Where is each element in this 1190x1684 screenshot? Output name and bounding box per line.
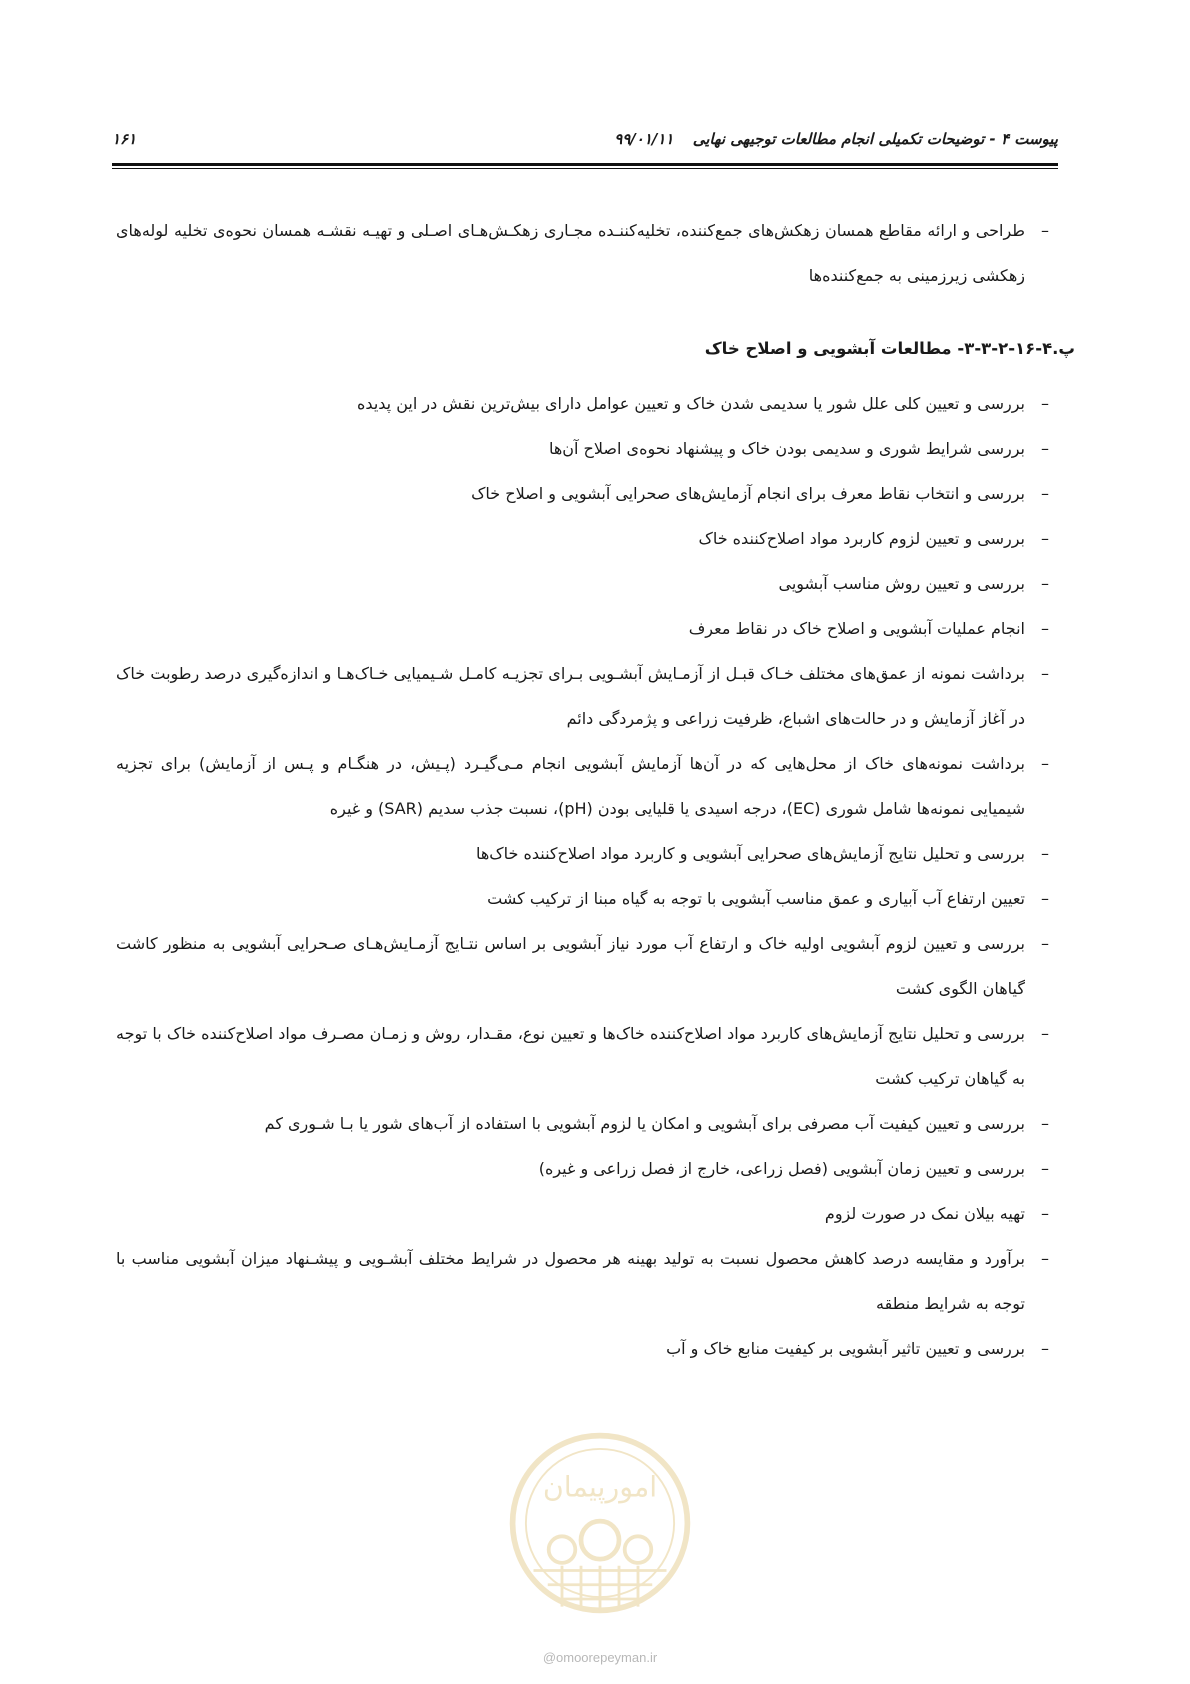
bullet-text: بررسی و تعیین روش مناسب آبشویی (778, 574, 1025, 593)
bullet-text: طراحی و ارائه مقاطع همسان زهکش‌های جمع‌کننده، تخلیه‌کننـده مجـاری زهکـش‌هـای اصـلی و تهیـه نقشـه همسان نحوه‌ی تخلیه لوله‌های زهکشی زیرزمینی به جمع‌کننده‌ها (116, 221, 1025, 285)
watermark-text: امورپیمان (542, 1470, 658, 1504)
bullet-dash: – (1041, 439, 1049, 458)
bullet-dash: – (1041, 844, 1049, 863)
list-item (116, 426, 1055, 471)
bullet-text: برآورد و مقایسه درصد کاهش محصول نسبت به تولید بهینه هر محصول در شرایط مختلف آبشـویی و پیشـنهاد میزان آبشویی مناسب با توجه به شرایط منطقه (116, 1249, 1025, 1313)
list-item (116, 831, 1055, 876)
bullet-text: بررسی و تعیین زمان آبشویی (فصل زراعی، خارج از فصل زراعی و غیره) (538, 1159, 1025, 1178)
page-number: ۱۶۱ (112, 130, 137, 148)
section-heading: پ.۴-۱۶-۲-۳-۳- مطالعات آبشویی و اصلاح خاک (704, 339, 1075, 358)
bullet-dash: – (1041, 664, 1049, 683)
list-item (116, 1101, 1055, 1146)
bullet-text: بررسی و تعیین کیفیت آب مصرفی برای آبشویی و امکان یا لزوم آبشویی با استفاده از آب‌های شور یا بـا شـوری کم (264, 1114, 1025, 1133)
bullet-text: بررسی و تحلیل نتایج آزمایش‌های کاربرد مواد اصلاح‌کننده خاک‌ها و تعیین نوع، مقـدار، روش و زمـان مصـرف مواد اصلاح‌کننده خاک با توجه به گیاهان ترکیب کشت (116, 1024, 1025, 1088)
header-rule-thin (112, 168, 1058, 169)
bullet-dash: – (1041, 754, 1049, 773)
bullet-text: برداشت نمونه از عمق‌های مختلف خـاک قبـل از آزمـایش آبشـویی بـرای تجزیـه کامـل شـیمیایی خـاک‌هـا و اندازه‌گیری درصد رطوبت خاک در آغاز آزمایش و در حالت‌های اشباع، ظرفیت زراعی و پژمردگی دائم (116, 664, 1025, 728)
bullet-dash: – (1041, 1249, 1049, 1268)
list-item (116, 381, 1055, 426)
bullet-text: تعیین ارتفاع آب آبیاری و عمق مناسب آبشویی با توجه به گیاه مبنا از ترکیب کشت (487, 889, 1025, 908)
bullet-dash: – (1041, 1159, 1049, 1178)
list-item (116, 651, 1055, 741)
bullet-text: بررسی شرایط شوری و سدیمی بودن خاک و پیشنهاد نحوه‌ی اصلاح آن‌ها (548, 439, 1025, 458)
bullet-list (116, 381, 1055, 1371)
footer-website[interactable]: @omoorepeyman.ir (542, 1650, 658, 1665)
page-header (112, 130, 1058, 152)
bullet-text: برداشت نمونه‌های خاک از محل‌هایی که در آن‌ها آزمایش آبشویی انجام مـی‌گیـرد (پـیش، در هنگـام و پـس از آزمایش) برای تجزیه شیمیایی نمونه‌ها شامل شوری (EC)، درجه اسیدی یا قلیایی بودن (pH)، نسبت جذب سدیم (SAR) و غیره (116, 754, 1025, 818)
watermark-logo (505, 1428, 695, 1618)
list-item (116, 876, 1055, 921)
bullet-dash: – (1041, 221, 1049, 240)
list-item (116, 606, 1055, 651)
bullet-dash: – (1041, 1024, 1049, 1043)
bullet-text: بررسی و تعیین لزوم کاربرد مواد اصلاح‌کننده خاک (698, 529, 1025, 548)
bullet-dash: – (1041, 619, 1049, 638)
bullet-dash: – (1041, 1339, 1049, 1358)
list-item (116, 1236, 1055, 1326)
bullet-dash: – (1041, 529, 1049, 548)
list-item (116, 1326, 1055, 1371)
bullet-text: بررسی و تحلیل نتایج آزمایش‌های صحرایی آبشویی و کاربرد مواد اصلاح‌کننده خاک‌ها (475, 844, 1025, 863)
bullet-text: بررسی و انتخاب نقاط معرف برای انجام آزمایش‌های صحرایی آبشویی و اصلاح خاک (471, 484, 1025, 503)
bullet-text: بررسی و تعیین کلی علل شور یا سدیمی شدن خاک و تعیین عوامل دارای بیش‌ترین نقش در این پدیده (357, 394, 1025, 413)
header-date: ۹۹/۰۱/۱۱ (614, 130, 674, 148)
bullet-text: بررسی و تعیین لزوم آبشویی اولیه خاک و ارتفاع آب مورد نیاز آبشویی بر اساس نتـایج آزمـایش‌هـای صـحرایی آبشویی به منظور کاشت گیاهان الگوی کشت (116, 934, 1025, 998)
list-item (116, 741, 1055, 831)
intro-bullet (116, 208, 1055, 298)
bullet-dash: – (1041, 889, 1049, 908)
bullet-text: انجام عملیات آبشویی و اصلاح خاک در نقاط معرف (688, 619, 1025, 638)
bullet-dash: – (1041, 394, 1049, 413)
bullet-text: بررسی و تعیین تاثیر آبشویی بر کیفیت منابع خاک و آب (666, 1339, 1025, 1358)
list-item (116, 471, 1055, 516)
bullet-dash: – (1041, 1114, 1049, 1133)
list-item (116, 1011, 1055, 1101)
list-item (116, 516, 1055, 561)
bullet-dash: – (1041, 934, 1049, 953)
bullet-text: تهیه بیلان نمک در صورت لزوم (824, 1204, 1025, 1223)
bullet-dash: – (1041, 484, 1049, 503)
header-title-group (614, 130, 1058, 148)
list-item (116, 1191, 1055, 1236)
list-item (116, 561, 1055, 606)
header-rule-thick (112, 163, 1058, 166)
page-content (116, 208, 1075, 1371)
header-title: پیوست ۴ - توضیحات تکمیلی انجام مطالعات توجیهی نهایی (692, 130, 1058, 148)
list-item (116, 1146, 1055, 1191)
list-item (116, 921, 1055, 1011)
bullet-dash: – (1041, 1204, 1049, 1223)
bullet-dash: – (1041, 574, 1049, 593)
